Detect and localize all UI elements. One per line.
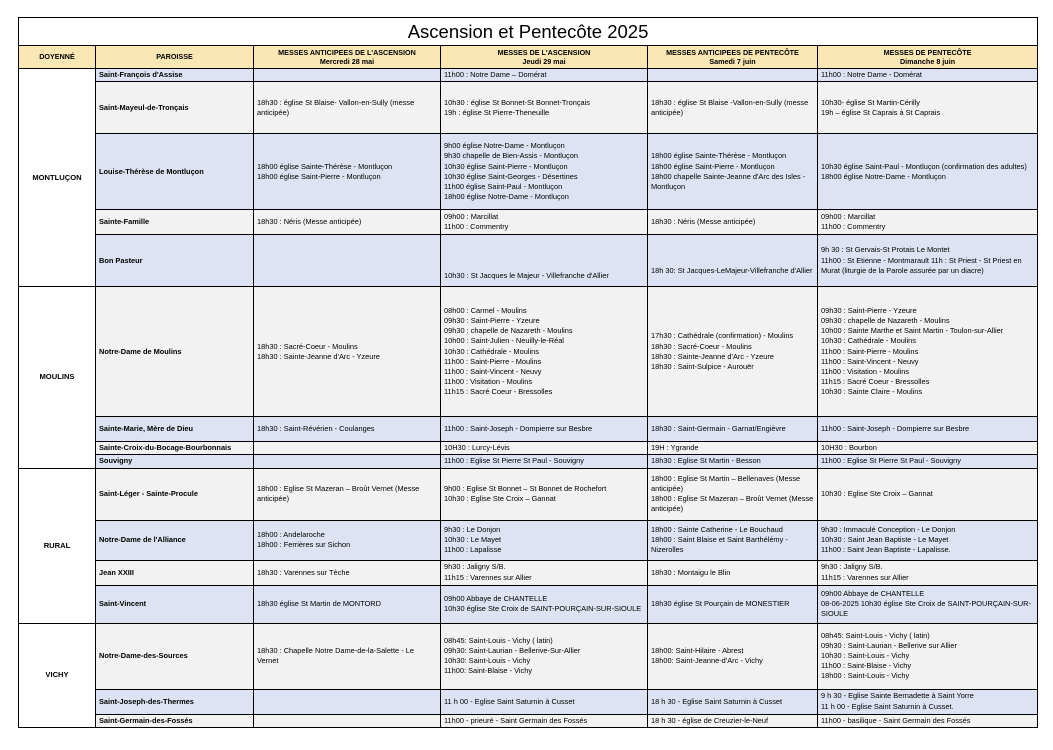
table-row: [19, 82, 1038, 134]
ascension-anticipee-cell: 18h30 : Chapelle Notre Dame-de-la-Salette - Le Vernet: [254, 623, 441, 689]
table-row: [19, 468, 1038, 520]
ascension-cell: 9h00 : Eglise St Bonnet – St Bonnet de Rochefort 10h30 : Eglise Ste Croix – Gannat: [441, 468, 648, 520]
paroisse-cell: Saint-Mayeul-de-Tronçais: [96, 82, 254, 134]
ascension-cell: 10h30 : St Jacques le Majeur - Villefranche d'Allier: [441, 235, 648, 287]
ascension-cell: 10H30 : Lurcy-Lévis: [441, 442, 648, 455]
paroisse-cell: Saint-Germain-des-Fossés: [96, 714, 254, 727]
pentecote-cell: 09h00 Abbaye de CHANTELLE 08-06-2025 10h30 église Ste Croix de SAINT-POURÇAIN-SUR-SIOULE: [818, 585, 1038, 623]
doyenne-cell: MONTLUÇON: [19, 69, 96, 287]
pentecote-anticipee-cell: 18h30 : Néris (Messe anticipée): [648, 210, 818, 235]
table-row: [19, 520, 1038, 560]
ascension-cell: 11h00 : Notre Dame – Domérat: [441, 69, 648, 82]
paroisse-cell: Bon Pasteur: [96, 235, 254, 287]
paroisse-cell: Notre-Dame de l'Alliance: [96, 520, 254, 560]
pentecote-anticipee-cell: 18h00 : Eglise St Martin – Bellenaves (Messe anticipée) 18h00 : Eglise St Mazeran – Broût Vernet (Messe anticipée): [648, 468, 818, 520]
ascension-anticipee-cell: 18h00 : Eglise St Mazeran – Broût Vernet (Messe anticipée): [254, 468, 441, 520]
ascension-anticipee-cell: [254, 455, 441, 468]
header-ascension-anticipee: MESSES ANTICIPEES DE L'ASCENSION Mercredi 28 mai: [254, 46, 441, 69]
ascension-anticipee-cell: 18h00 : Andelaroche 18h00 : Ferrières sur Sichon: [254, 520, 441, 560]
ascension-cell: 09h00 : Marcillat 11h00 : Commentry: [441, 210, 648, 235]
table-row: [19, 210, 1038, 235]
pentecote-anticipee-cell: 19H : Ygrande: [648, 442, 818, 455]
pentecote-cell: 09h30 : Saint-Pierre - Yzeure 09h30 : chapelle de Nazareth - Moulins 10h00 : Sainte Marthe et Saint Martin - Toulon-sur-Allier 10h30 : Cathédrale - Moulins 11h00 : Saint-Pierre - Moulins 11h00 : Saint-Vincent - Neuvy 11h00 : Visitation - Moulins 11h15 : Sacré Coeur - Bressolles 10h30 : Sainte Claire - Moulins: [818, 287, 1038, 417]
pentecote-anticipee-cell: 18h00 église Sainte-Thérèse - Montluçon 18h00 église Saint-Pierre - Montluçon 18h00 chapelle Sainte-Jeanne d'Arc des Isles - Montluçon: [648, 134, 818, 210]
ascension-cell: 9h00 église Notre-Dame - Montluçon 9h30 chapelle de Bien-Assis - Montluçon 10h30 église Saint-Pierre - Montluçon 10h30 église Saint-Georges - Désertines 11h00 église Saint-Paul - Montluçon 18h00 église Notre-Dame - Montluçon: [441, 134, 648, 210]
pentecote-cell: 11h00 - basilique - Saint Germain des Fossés: [818, 714, 1038, 727]
ascension-anticipee-cell: 18h30 : Sacré-Coeur - Moulins 18h30 : Sainte-Jeanne d'Arc - Yzeure: [254, 287, 441, 417]
header-paroisse: PAROISSE: [96, 46, 254, 69]
paroisse-cell: Souvigny: [96, 455, 254, 468]
page-title: Ascension et Pentecôte 2025: [19, 18, 1038, 46]
table-row: [19, 585, 1038, 623]
ascension-cell: 11h00 : Saint-Joseph - Dompierre sur Besbre: [441, 417, 648, 442]
doyenne-cell: VICHY: [19, 623, 96, 727]
pentecote-cell: 9h 30 : St Gervais-St Protais Le Montet 11h00 : St Etienne - Montmarault 11h : St Priest - St Priest en Murat (liturgie de la Parole assurée par un diacre): [818, 235, 1038, 287]
pentecote-cell: 9h30 : Immaculé Conception - Le Donjon 10h30 : Saint Jean Baptiste - Le Mayet 11h00 : Saint Jean Baptiste - Lapalisse.: [818, 520, 1038, 560]
ascension-anticipee-cell: 18h30 : Néris (Messe anticipée): [254, 210, 441, 235]
pentecote-cell: 11h00 : Eglise St Pierre St Paul - Souvigny: [818, 455, 1038, 468]
table-row: [19, 442, 1038, 455]
pentecote-cell: 09h00 : Marcillat 11h00 : Commentry: [818, 210, 1038, 235]
pentecote-cell: 9h30 : Jaligny S/B. 11h15 : Varennes sur Allier: [818, 560, 1038, 585]
ascension-cell: 10h30 : église St Bonnet-St Bonnet-Tronçais 19h : église St Pierre-Theneuille: [441, 82, 648, 134]
pentecote-cell: 10h30 : Eglise Ste Croix – Gannat: [818, 468, 1038, 520]
header-doyenne: DOYENNÉ: [19, 46, 96, 69]
ascension-anticipee-cell: 18h00 église Sainte-Thérèse - Montluçon 18h00 église Saint-Pierre - Montluçon: [254, 134, 441, 210]
paroisse-cell: Jean XXIII: [96, 560, 254, 585]
paroisse-cell: Saint-François d'Assise: [96, 69, 254, 82]
ascension-anticipee-cell: 18h30 église St Martin de MONTORD: [254, 585, 441, 623]
ascension-cell: 9h30 : Le Donjon 10h30 : Le Mayet 11h00 : Lapalisse: [441, 520, 648, 560]
table-row: [19, 560, 1038, 585]
paroisse-cell: Louise-Thérèse de Montluçon: [96, 134, 254, 210]
pentecote-anticipee-cell: 18 h 30 - Eglise Saint Saturnin à Cusset: [648, 689, 818, 714]
paroisse-cell: Saint-Joseph-des-Thermes: [96, 689, 254, 714]
pentecote-anticipee-cell: 18h30 : Eglise St Martin - Besson: [648, 455, 818, 468]
pentecote-cell: 10H30 : Bourbon: [818, 442, 1038, 455]
table-row: [19, 689, 1038, 714]
pentecote-anticipee-cell: 18h00: Saint-Hilaire - Abrest 18h00: Saint-Jeanne-d'Arc - Vichy: [648, 623, 818, 689]
pentecote-cell: 10h30- église St Martin-Cérilly 19h – église St Caprais à St Caprais: [818, 82, 1038, 134]
pentecote-cell: 9 h 30 - Eglise Sainte Bernadette à Saint Yorre 11 h 00 - Eglise Saint Saturnin à Cusset.: [818, 689, 1038, 714]
doyenne-cell: MOULINS: [19, 287, 96, 468]
table-row: [19, 455, 1038, 468]
header-ascension: MESSES DE L'ASCENSION Jeudi 29 mai: [441, 46, 648, 69]
ascension-anticipee-cell: [254, 442, 441, 455]
paroisse-cell: Sainte-Croix-du-Bocage-Bourbonnais: [96, 442, 254, 455]
doyenne-cell: RURAL: [19, 468, 96, 623]
table-row: [19, 623, 1038, 689]
column-header-row: [19, 46, 1038, 69]
pentecote-anticipee-cell: 18h30 église St Pourçain de MONESTIER: [648, 585, 818, 623]
ascension-anticipee-cell: [254, 714, 441, 727]
table-row: [19, 417, 1038, 442]
ascension-cell: 11h00 : Eglise St Pierre St Paul - Souvigny: [441, 455, 648, 468]
pentecote-cell: 08h45: Saint-Louis - Vichy ( latin) 09h30 : Saint-Laurian - Bellerive sur Allier 10h30 : Saint-Louis - Vichy 11h00 : Saint-Blaise - Vichy 18h00 : Saint-Louis - Vichy: [818, 623, 1038, 689]
ascension-anticipee-cell: 18h30 : Saint-Révérien - Coulanges: [254, 417, 441, 442]
ascension-cell: 11 h 00 - Eglise Saint Saturnin à Cusset: [441, 689, 648, 714]
pentecote-cell: 10h30 église Saint-Paul - Montluçon (confirmation des adultes) 18h00 église Notre-Dame - Montluçon: [818, 134, 1038, 210]
table-row: [19, 235, 1038, 287]
schedule-body: [19, 69, 1038, 728]
header-pentecote: MESSES DE PENTECÔTE Dimanche 8 juin: [818, 46, 1038, 69]
mass-schedule-table: [18, 17, 1038, 728]
pentecote-anticipee-cell: 18h 30: St Jacques-LeMajeur-Villefranche d'Allier: [648, 235, 818, 287]
pentecote-cell: 11h00 : Notre Dame - Domérat: [818, 69, 1038, 82]
header-pentecote-anticipee: MESSES ANTICIPEES DE PENTECÔTE Samedi 7 juin: [648, 46, 818, 69]
ascension-cell: 08h45: Saint-Louis - Vichy ( latin) 09h30: Saint-Laurian - Bellerive-Sur-Allier 10h30: Saint-Louis - Vichy 11h00: Saint-Blaise - Vichy: [441, 623, 648, 689]
ascension-cell: 11h00 - prieuré - Saint Germain des Fossés: [441, 714, 648, 727]
paroisse-cell: Saint-Léger - Sainte-Procule: [96, 468, 254, 520]
ascension-anticipee-cell: [254, 69, 441, 82]
paroisse-cell: Sainte-Marie, Mère de Dieu: [96, 417, 254, 442]
table-row: [19, 287, 1038, 417]
schedule-sheet: [18, 17, 1037, 728]
paroisse-cell: Notre-Dame de Moulins: [96, 287, 254, 417]
paroisse-cell: Saint-Vincent: [96, 585, 254, 623]
pentecote-anticipee-cell: [648, 69, 818, 82]
ascension-cell: 9h30 : Jaligny S/B. 11h15 : Varennes sur Allier: [441, 560, 648, 585]
ascension-anticipee-cell: 18h30 : Varennes sur Tèche: [254, 560, 441, 585]
pentecote-anticipee-cell: 18 h 30 - église de Creuzier-le-Neuf: [648, 714, 818, 727]
ascension-anticipee-cell: 18h30 : église St Blaise- Vallon-en-Sully (messe anticipée): [254, 82, 441, 134]
ascension-cell: 08h00 : Carmel - Moulins 09h30 : Saint-Pierre - Yzeure 09h30 : chapelle de Nazareth - Moulins 10h00 : Saint-Julien - Neuilly-le-Réal 10h30 : Cathédrale - Moulins 11h00 : Saint-Pierre - Moulins 11h00 : Saint-Vincent - Neuvy 11h00 : Visitation - Moulins 11h15 : Sacré Coeur - Bressolles: [441, 287, 648, 417]
pentecote-anticipee-cell: 18h00 : Sainte Catherine - Le Bouchaud 18h00 : Saint Blaise et Saint Barthélémy - Nizerolles: [648, 520, 818, 560]
pentecote-anticipee-cell: 18h30 : Saint-Germain - Garnat/Engièvre: [648, 417, 818, 442]
pentecote-anticipee-cell: 18h30 : Montaigu le Blin: [648, 560, 818, 585]
pentecote-cell: 11h00 : Saint-Joseph - Dompierre sur Besbre: [818, 417, 1038, 442]
pentecote-anticipee-cell: 17h30 : Cathédrale (confirmation) - Moulins 18h30 : Sacré-Coeur - Moulins 18h30 : Sainte-Jeanne d'Arc - Yzeure 18h30 : Saint-Sulpice - Aurouër: [648, 287, 818, 417]
ascension-cell: 09h00 Abbaye de CHANTELLE 10h30 église Ste Croix de SAINT-POURÇAIN-SUR-SIOULE: [441, 585, 648, 623]
pentecote-anticipee-cell: 18h30 : église St Blaise -Vallon-en-Sully (messe anticipée): [648, 82, 818, 134]
table-row: [19, 714, 1038, 727]
paroisse-cell: Sainte-Famille: [96, 210, 254, 235]
paroisse-cell: Notre-Dame-des-Sources: [96, 623, 254, 689]
ascension-anticipee-cell: [254, 235, 441, 287]
table-row: [19, 134, 1038, 210]
ascension-anticipee-cell: [254, 689, 441, 714]
table-row: [19, 69, 1038, 82]
